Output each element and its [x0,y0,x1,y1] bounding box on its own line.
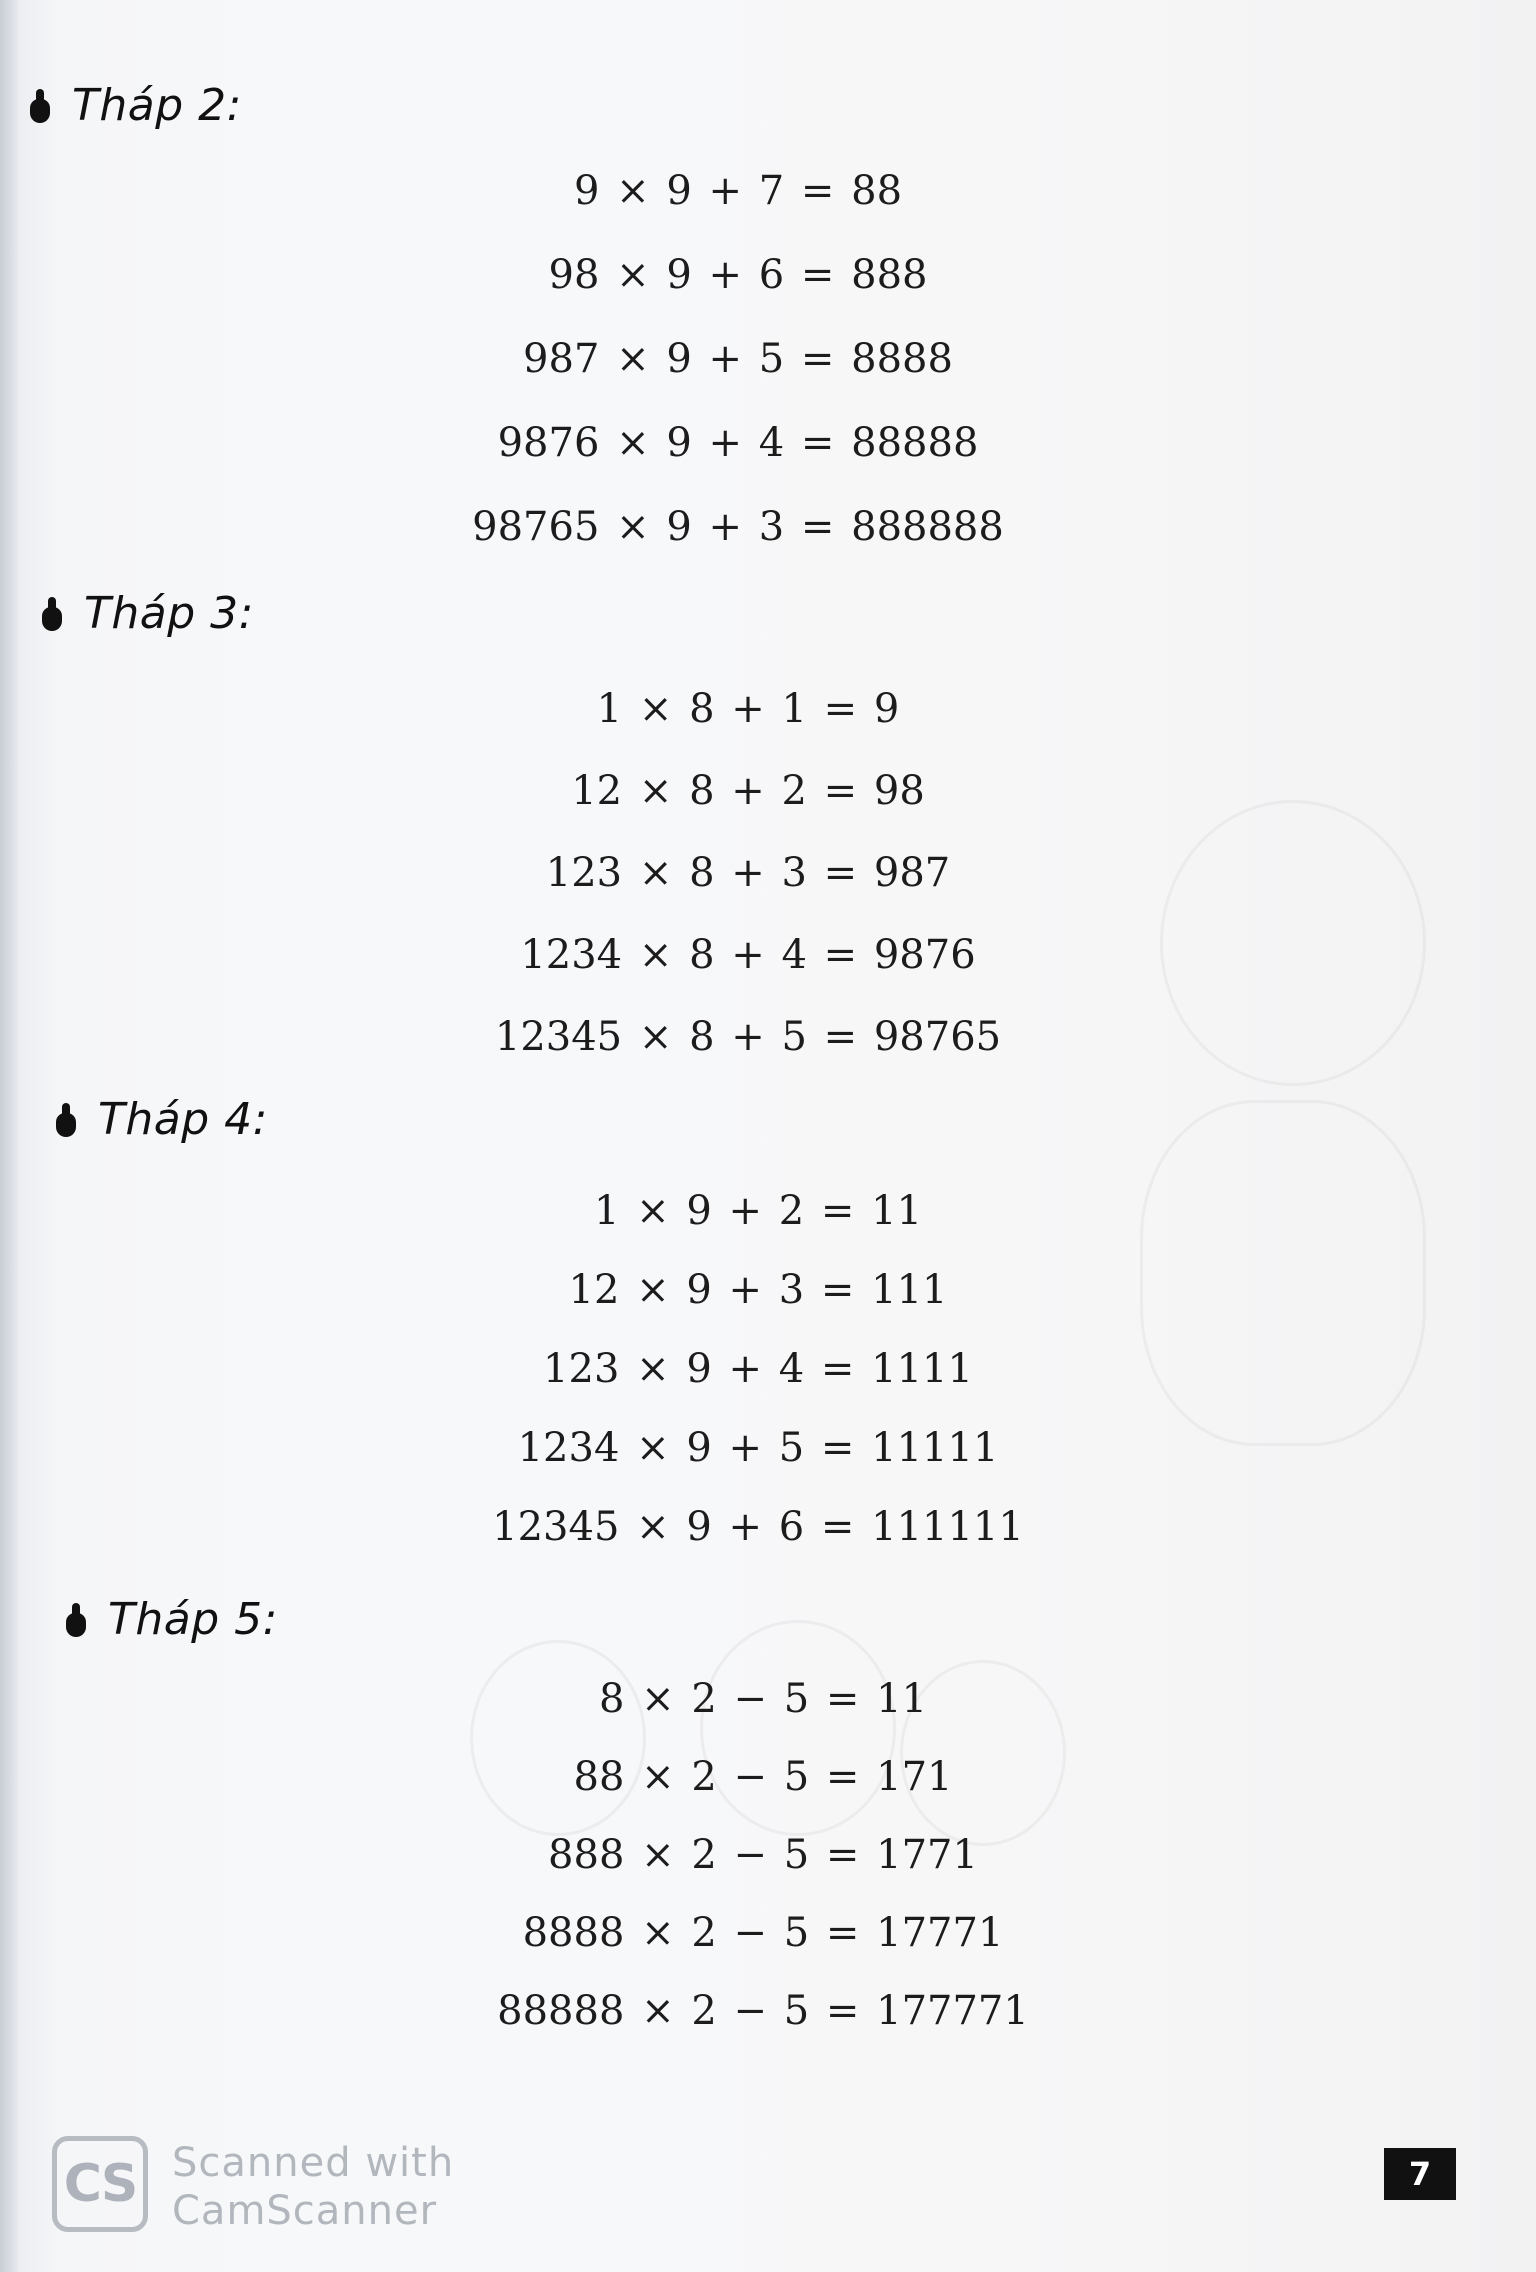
camscanner-logo: CS [52,2136,148,2232]
equation-line: 1 × 9 + 2 = 11 [593,1188,923,1234]
page-number: 7 [1384,2148,1456,2200]
equation-line: 12345 × 8 + 5 = 98765 [494,1014,1002,1060]
equation-line: 88888 × 2 − 5 = 177771 [497,1988,1029,2034]
equation-line: 1234 × 8 + 4 = 9876 [520,932,976,978]
section-heading-label: Tháp 2: [72,80,242,131]
equation-line: 987 × 9 + 5 = 8888 [523,336,953,382]
equation-line: 1234 × 9 + 5 = 11111 [517,1425,999,1471]
equation-line: 12 × 8 + 2 = 98 [571,768,925,814]
section-heading-thap-4 [56,1094,268,1145]
padlock-bullet-icon [66,1603,86,1637]
equation-line: 98 × 9 + 6 = 888 [548,252,928,298]
equation-line: 123 × 9 + 4 = 1111 [543,1346,973,1392]
equation-line: 9 × 9 + 7 = 88 [573,168,903,214]
equation-line: 98765 × 9 + 3 = 888888 [472,504,1004,550]
equation-line: 1 × 8 + 1 = 9 [596,686,900,732]
footer-scanned-with: Scanned with [172,2140,455,2186]
footer-camscanner: CamScanner [172,2188,438,2234]
equation-line: 9876 × 9 + 4 = 88888 [497,420,979,466]
equation-line: 123 × 8 + 3 = 987 [545,850,951,896]
equation-line: 12345 × 9 + 6 = 111111 [492,1504,1024,1550]
equation-line: 12 × 9 + 3 = 111 [568,1267,948,1313]
padlock-bullet-icon [30,89,50,123]
faint-illustration-kid-middle [700,1620,896,1836]
section-heading-label: Tháp 5: [108,1594,278,1645]
padlock-bullet-icon [56,1103,76,1137]
section-heading-label: Tháp 3: [84,588,254,639]
padlock-bullet-icon [42,597,62,631]
section-heading-label: Tháp 4: [98,1094,268,1145]
section-heading-thap-3 [42,588,254,639]
section-heading-thap-2 [30,80,242,131]
section-heading-thap-5 [66,1594,278,1645]
equation-line: 8 × 2 − 5 = 11 [598,1676,928,1722]
equation-line: 888 × 2 − 5 = 1771 [548,1832,978,1878]
equation-line: 8888 × 2 − 5 = 17771 [522,1910,1004,1956]
faint-illustration-kid-left [470,1640,646,1836]
equation-line: 88 × 2 − 5 = 171 [573,1754,953,1800]
